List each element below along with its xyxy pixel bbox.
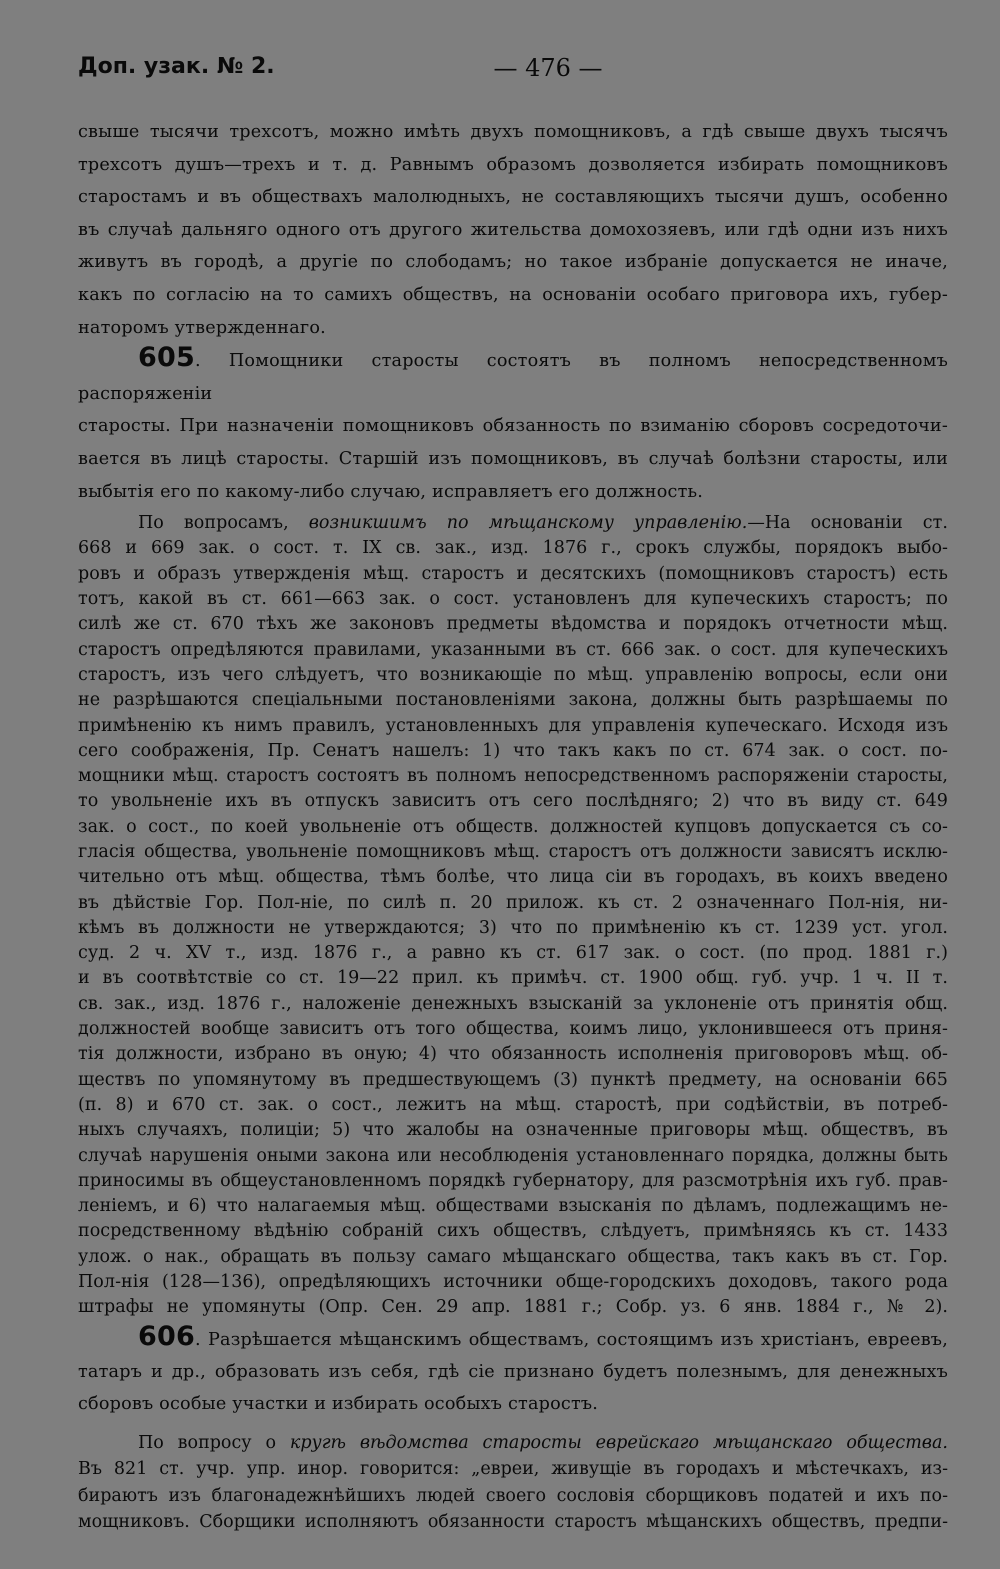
text-line: Въ 821 ст. учр. упр. инор. говорится: „евреи, живущіе въ городахъ и мѣстечкахъ, из- bbox=[78, 1459, 948, 1480]
text-line: зак. о сост., по коей увольненіе отъ обществ. должностей купцовъ допускается съ со- bbox=[78, 816, 948, 837]
text-line: вается въ лицѣ старосты. Старшій изъ помощниковъ, въ случаѣ болѣзни старосты, или bbox=[78, 448, 948, 469]
text-line bbox=[78, 511, 948, 536]
header-abbreviation: Доп. узак. № 2. bbox=[78, 54, 275, 79]
commentary-topic: возникшимъ по мѣщанскому управленію. bbox=[308, 513, 748, 534]
text-line: въ случаѣ дальняго одного отъ другого жительства домохозяевъ, или гдѣ одни изъ нихъ bbox=[78, 219, 948, 240]
text-line bbox=[78, 1321, 948, 1356]
text-line: кѣмъ въ должности не утверждаются; 3) что по примѣненію къ ст. 1239 уст. угол. bbox=[78, 917, 948, 938]
commentary-lead-rest: —На основаніи ст. bbox=[747, 513, 948, 534]
text-line: живутъ въ городѣ, а другіе по слободамъ; но такое избраніе допускается не иначе, bbox=[78, 252, 948, 273]
text-line: ровъ и образъ утвержденія мѣщ. старостъ и десятскихъ (помощниковъ старостъ) есть bbox=[78, 563, 948, 584]
text-line: татаръ и др., образовать изъ себя, гдѣ сіе признано будетъ полезнымъ, для денежныхъ bbox=[78, 1361, 948, 1382]
text-line: старостъ, изъ чего слѣдуетъ, что возникающіе по мѣщ. управленію вопросы, если они bbox=[78, 664, 948, 685]
text-line: въ дѣйствіе Гор. Пол-ніе, по силѣ п. 20 прилож. къ ст. 2 означеннаго Пол-нія, ни- bbox=[78, 892, 948, 913]
text-line: старосты. При назначеніи помощниковъ обязанность по взиманію сборовъ сосредоточи- bbox=[78, 416, 948, 437]
commentary-topic: кругѣ вѣдомства старосты еврейскаго мѣщанскаго общества. bbox=[289, 1432, 948, 1453]
article-605 bbox=[78, 342, 948, 508]
text-line: посредственному вѣдѣнію собраній сихъ обществъ, слѣдуетъ, примѣняясь къ ст. 1433 bbox=[78, 1221, 948, 1242]
text-line: чительно отъ мѣщ. общества, тѣмъ болѣе, что лица сіи въ городахъ, въ коихъ введено bbox=[78, 867, 948, 888]
text-line: бираютъ изъ благонадежнѣйшихъ людей своего сословія сборщиковъ податей и ихъ по- bbox=[78, 1485, 948, 1506]
text-line: 668 и 669 зак. о сост. т. IX св. зак., изд. 1876 г., срокъ службы, порядокъ выбо- bbox=[78, 538, 948, 559]
article-text: . Помощники старосты состоятъ въ полномъ непосредственномъ распоряженіи bbox=[78, 351, 948, 404]
commentary-block-2 bbox=[78, 1430, 948, 1536]
commentary-lead: По вопросамъ, bbox=[138, 513, 309, 534]
text-line: и въ соотвѣтствіе со ст. 19—22 прил. къ примѣч. ст. 1900 общ. губ. учр. 1 ч. II т. bbox=[78, 968, 948, 989]
text-line: то увольненіе ихъ въ отпускъ зависитъ отъ сего послѣдняго; 2) что въ виду ст. 649 bbox=[78, 791, 948, 812]
text-line: тотъ, какой въ ст. 661—663 зак. о сост. установленъ для купеческихъ старостъ; по bbox=[78, 589, 948, 610]
commentary-block bbox=[78, 511, 948, 1321]
text-line: какъ по согласію на то самихъ обществъ, на основаніи особаго приговора ихъ, губер- bbox=[78, 284, 948, 305]
text-line: старостъ опредѣляются правилами, указанными въ ст. 666 зак. о сост. для купеческихъ bbox=[78, 639, 948, 660]
page-number: — 476 — bbox=[493, 54, 603, 82]
text-line bbox=[78, 342, 948, 410]
text-line: Пол-нія (128—136), опредѣляющихъ источники обще-городскихъ доходовъ, такого рода bbox=[78, 1272, 948, 1293]
text-line bbox=[78, 1430, 948, 1457]
article-number: 605 bbox=[138, 342, 195, 374]
text-line: приносимы въ общеустановленномъ порядкѣ губернатору, для разсмотрѣнія ихъ губ. прав- bbox=[78, 1170, 948, 1191]
paragraph-continuation bbox=[78, 116, 948, 344]
text-line: гласія общества, увольненіе помощниковъ мѣщ. старостъ отъ должности зависятъ исклю- bbox=[78, 841, 948, 862]
text-line: мощниковъ. Сборщики исполняютъ обязанности старостъ мѣщанскихъ обществъ, предпи- bbox=[78, 1512, 948, 1533]
article-606 bbox=[78, 1321, 948, 1420]
text-line: мощники мѣщ. старостъ состоятъ въ полномъ непосредственномъ распоряженіи старосты, bbox=[78, 766, 948, 787]
text-line: сего соображенія, Пр. Сенатъ нашелъ: 1) что такъ какъ по ст. 674 зак. о сост. по- bbox=[78, 740, 948, 761]
text-line: выбытія его по какому-либо случаю, исправляетъ его должность. bbox=[78, 481, 704, 502]
text-line: ныхъ случаяхъ, полиціи; 5) что жалобы на означенные приговоры мѣщ. обществъ, въ bbox=[78, 1120, 948, 1141]
article-text: . Разрѣшается мѣщанскимъ обществамъ, состоящимъ изъ христіанъ, евреевъ, bbox=[194, 1329, 948, 1350]
text-line: леніемъ, и 6) что налагаемыя мѣщ. обществами взысканія по дѣламъ, подлежащимъ не- bbox=[78, 1196, 948, 1217]
text-line: должностей вообще зависитъ отъ того общества, коимъ лицо, уклонившееся отъ приня- bbox=[78, 1019, 948, 1040]
text-line: улож. о нак., обращать въ пользу самаго мѣщанскаго общества, такъ какъ въ ст. Гор. bbox=[78, 1246, 948, 1267]
text-line: сборовъ особые участки и избирать особыхъ старостъ. bbox=[78, 1393, 599, 1414]
text-line: силѣ же ст. 670 тѣхъ же законовъ предметы вѣдомства и порядокъ отчетности мѣщ. bbox=[78, 614, 948, 635]
text-line: ществъ по упомянутому въ предшествующемъ (3) пунктѣ предмету, на основаніи 665 bbox=[78, 1069, 948, 1090]
text-line: трехсотъ душъ—трехъ и т. д. Равнымъ образомъ дозволяется избирать помощниковъ bbox=[78, 154, 948, 175]
text-line: не разрѣшаются спеціальными постановленіями закона, должны быть разрѣшаемы по bbox=[78, 690, 948, 711]
page-body bbox=[78, 116, 948, 1536]
text-line: св. зак., изд. 1876 г., наложеніе денежныхъ взысканій за уклоненіе отъ принятія общ. bbox=[78, 993, 948, 1014]
text-line: наторомъ утвержденнаго. bbox=[78, 317, 326, 338]
text-line: тія должности, избрано въ оную; 4) что обязанность исполненія приговоровъ мѣщ. об- bbox=[78, 1044, 948, 1065]
text-line: суд. 2 ч. XV т., изд. 1876 г., а равно къ ст. 617 зак. о сост. (по прод. 1881 г.) bbox=[78, 943, 948, 964]
text-line: случаѣ нарушенія оными закона или несоблюденія установленнаго порядка, должны быть bbox=[78, 1145, 948, 1166]
page-header bbox=[78, 54, 948, 90]
article-number: 606 bbox=[138, 1320, 195, 1352]
commentary-lead: По вопросу о bbox=[138, 1432, 290, 1453]
text-line: примѣненію къ нимъ правилъ, установленныхъ для управленія купеческаго. Исходя изъ bbox=[78, 715, 948, 736]
text-line: старостамъ и въ обществахъ малолюдныхъ, не составляющихъ тысячи душъ, особенно bbox=[78, 187, 948, 208]
text-line: (п. 8) и 670 ст. зак. о сост., лежитъ на мѣщ. старостѣ, при содѣйствіи, въ потреб- bbox=[78, 1094, 948, 1115]
text-line: штрафы не упомянуты (Опр. Сен. 29 апр. 1881 г.; Собр. уз. 6 янв. 1884 г., № 2). bbox=[78, 1297, 948, 1318]
text-line: свыше тысячи трехсотъ, можно имѣть двухъ помощниковъ, а гдѣ свыше двухъ тысячъ bbox=[78, 122, 948, 142]
